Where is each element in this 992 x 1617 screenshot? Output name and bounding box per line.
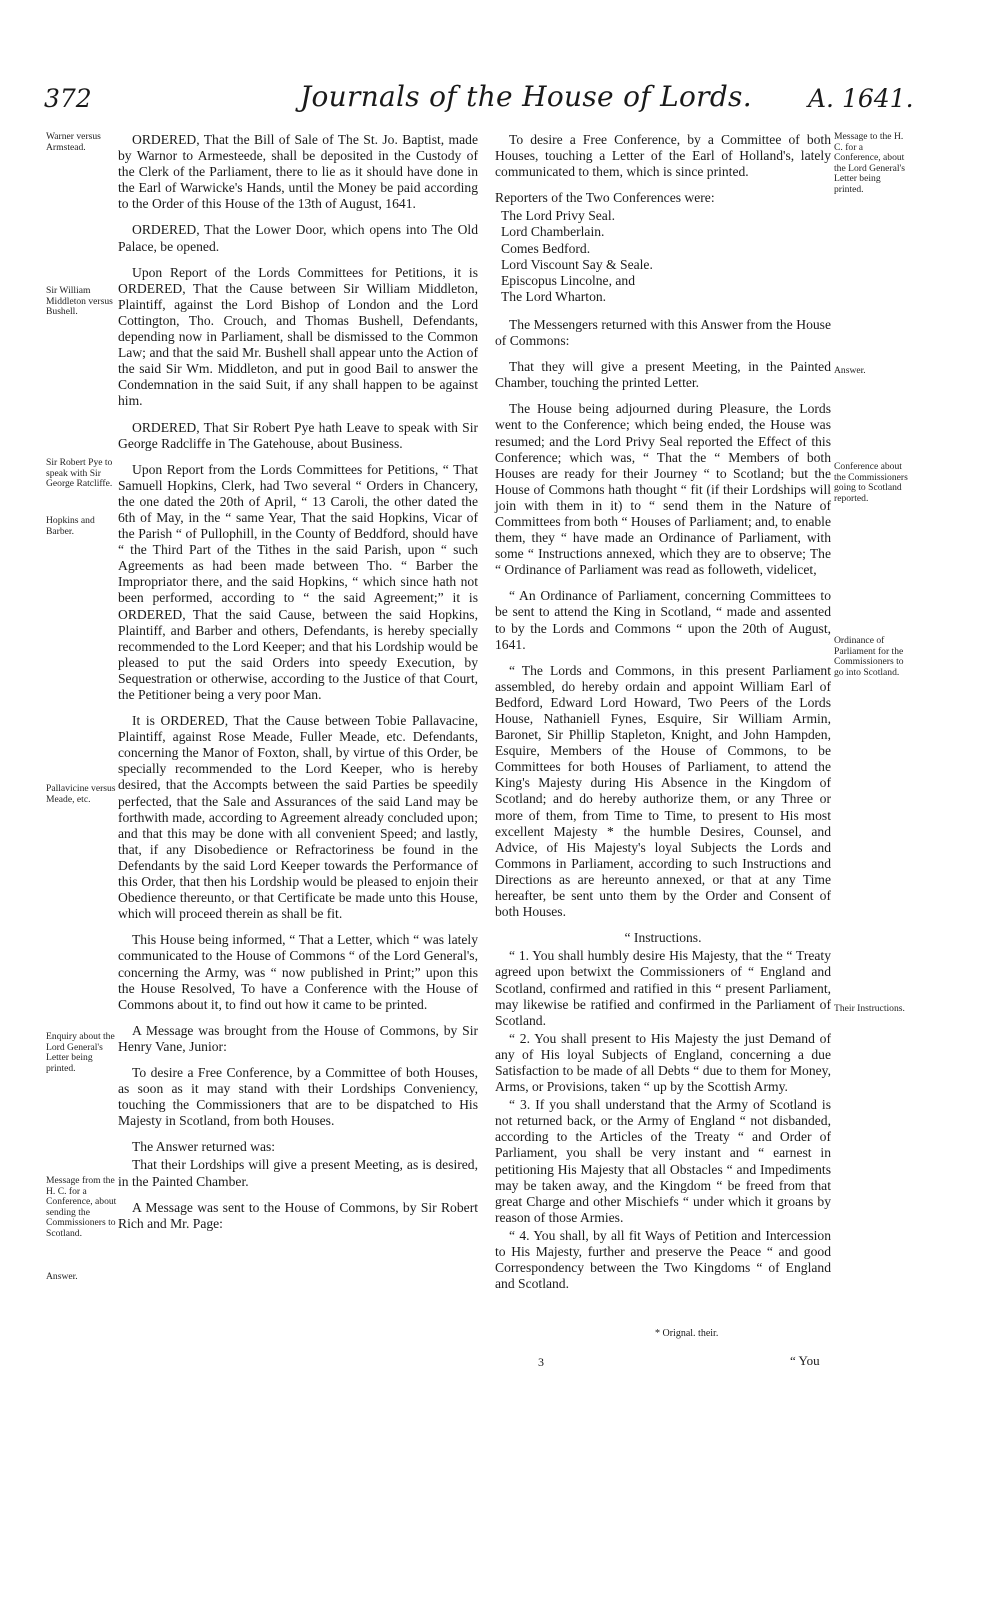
list-item: The Lord Privy Seal. (501, 208, 616, 224)
list-item: Episcopus Lincolne, and (501, 272, 636, 288)
right-column (495, 132, 831, 1294)
paragraph: This House being informed, “ That a Letter, which “ was lately communicated to the House of Commons “ of the Lord General's, concerning the Army, was “ now published in Print;” upon this the House Resolved, To have a Conference with the House of Commons about it, to find out how it came to be printed. (118, 932, 478, 1012)
margin-note: Hopkins and Barber. (46, 515, 95, 537)
paragraph: ORDERED, That Sir Robert Pye hath Leave to speak with Sir George Radcliffe in The Gatehouse, about Business. (118, 419, 478, 451)
paragraph: That their Lordships will give a present Meeting, as is desired, in the Painted Chamber. (118, 1157, 478, 1189)
paragraph: “ The Lords and Commons, in this present Parliament assembled, do hereby ordain and appoint William Earl of Bedford, Edward Lord Howard, Two Peers of the Lords House, Nathaniell Fynes, Esquire, Sir William Armin, Baronet, Sir Phillip Stapleton, Knight, and John Hampden, Esquire, Members of the House of Commons, to be Committees for both Houses of Parliament, to attend the King's Majesty during His Absence in the Kingdom of Scotland; and do hereby authorize them, or any Three or more of them, from Time to Time, to present to His most excellent Majesty * the humble Desires, Counsel, and Advice, of His Majesty's loyal Subjects the Lords and Commons in Parliament, according to such Instructions and Directions as are hereunto annexed, or that at any Time hereafter, be sent unto them by the Order and Consent of both Houses. (495, 662, 831, 920)
instruction: “ 1. You shall humbly desire His Majesty, that the “ Treaty agreed upon betwixt the Commissioners of “ England and Scotland, confirmed and ratified in this “ present Parliament, may likewise be ratified and confirmed in the Parliament of Scotland. (495, 948, 831, 1028)
paragraph: To desire a Free Conference, by a Committee of both Houses, touching a Letter of the Earl of Holland's, lately communicated to them, which is since printed. (495, 132, 831, 180)
paragraph: Upon Report from the Lords Committees for Petitions, “ That Samuell Hopkins, Clerk, had Two several “ Orders in Chancery, the one dated the 20th of April, “ 13 Caroli, the other dated the 6th of May, in the “ same Year, That the said Hopkins, Vicar of the Parish “ of Pullophill, in the County of Beddford, should have “ the Third Part of the Tithes in the said Parish, upon “ such Agreements as had been made between Tho. “ Barber the Impropriator there, and the said Hopkins, “ which since hath not been performed, according to “ the said Agreement;” it is ORDERED, That the said Cause, between the said Hopkins, Plaintiff, and Barber and others, Defendants, is hereby specially recommended to the Lord Keeper; and that his Lordship would be pleased to put the said Orders into speedy Execution, by Sequestration or otherwise, according to the Justice of that Court, the Petitioner being a very poor Man. (118, 461, 478, 702)
left-column (118, 132, 478, 1242)
margin-note: Enquiry about the Lord General's Letter being printed. (46, 1031, 115, 1074)
signature-mark: 3 (538, 1355, 544, 1369)
margin-note: Message from the H. C. for a Conference, about sending the Commissioners to Scotland. (46, 1175, 117, 1239)
list-item: Lord Viscount Say & Seale. (501, 256, 653, 272)
reporters-list (495, 208, 831, 305)
paragraph: ORDERED, That the Lower Door, which opens into The Old Palace, be opened. (118, 222, 478, 254)
running-year: A. 1641. (808, 84, 914, 113)
list-item: Lord Chamberlain. (501, 224, 605, 240)
paragraph: The House being adjourned during Pleasure, the Lords went to the Conference; which being ended, the House was resumed; and the Lord Privy Seal reported the Effect of this Conference; which was, “ That the “ Members of both Houses are ready for their Journey “ to Scotland; but the House of Commons hath thought “ fit (if their Lordships will join with them in it) to “ send them in the Nature of Committees from both “ Houses of Parliament; and, to enable them, they “ have made an Ordinance of Parliament, with some “ Instructions annexed, which they are to observe; The “ Ordinance of Parliament was read as followeth, videlicet, (495, 401, 831, 578)
paragraph: ORDERED, That the Bill of Sale of The St. Jo. Baptist, made by Warnor to Armesteede, shall be deposited in the Custody of the Clerk of the Parliament, there to lie as it should have done in the Earl of Warwicke's Hands, until the Money be paid according to the Order of this House of the 13th of August, 1641. (118, 132, 478, 212)
paragraph: Upon Report of the Lords Committees for Petitions, it is ORDERED, That the Cause between Sir William Middleton, Plaintiff, against the Lord Bishop of London and the Lord Cottington, Tho. Crouch, and Thomas Bushell, Defendants, depending now in Parliament, shall be dismissed to the Common Law; and that the said Mr. Bushell shall appear unto the Action of the said Sir Wm. Middleton, and put in good Bail to answer the Condemnation in the said Suit, if any shall happen to be against him. (118, 264, 478, 409)
running-title: Journals of the House of Lords. (300, 80, 752, 113)
margin-note: Answer. (46, 1271, 78, 1282)
reporters-intro: Reporters of the Two Conferences were: (495, 190, 715, 206)
paragraph: The Messengers returned with this Answer from the House of Commons: (495, 316, 831, 349)
list-item: Comes Bedford. (501, 240, 591, 256)
paragraph: A Message was sent to the House of Commons, by Sir Robert Rich and Mr. Page: (118, 1199, 478, 1231)
footnote: * Orignal. their. (655, 1328, 719, 1339)
margin-note: Warner versus Armstead. (46, 131, 101, 153)
instruction: “ 2. You shall present to His Majesty the just Demand of any of His loyal Subjects of England, concerning a due Satisfaction to be made of all Debts “ due to them for Money, Arms, or Provisions, taken “ up by the Scottish Army. (495, 1030, 831, 1095)
margin-note: Sir Robert Pye to speak with Sir George Ratcliffe. (46, 457, 113, 490)
paragraph: It is ORDERED, That the Cause between Tobie Pallavacine, Plaintiff, against Rose Meade, Fuller Meade, etc. Defendants, concerning the Manor of Foxton, shall, by virtue of this Order, be specially recommended to the Lord Keeper, who is hereby desired, that the Accompts between the said Parties be speedily perfected, that the Sale and Assurances of the said Land may be forthwith made, according to Agreement already concluded upon; and that this may be done with all convenient Speed; and lastly, that, if any Disobedience or Refractoriness be found in the Defendants by the said Lord Keeper towards the Performance of this Order, that then his Lordship would be pleased to enjoin their Obedience thereunto, or that Certificate be made unto this House, which will proceed therein as shall be fit. (118, 713, 478, 922)
instruction: “ 4. You shall, by all fit Ways of Petition and Intercession to His Majesty, further and preserve the Peace “ and good Correspondency between the Two Kingdoms “ of England and Scotland. (495, 1227, 831, 1292)
margin-note: Pallavicine versus Meade, etc. (46, 783, 116, 805)
list-item: The Lord Wharton. (501, 288, 607, 304)
margin-note: Sir William Middleton versus Bushell. (46, 285, 113, 318)
catchword: “ You (790, 1353, 820, 1368)
instruction: “ 3. If you shall understand that the Army of Scotland is not returned back, or the Army of England “ not disbanded, according to the Articles of the Treaty “ and Order of Parliament, you shall be very instant and “ earnest in petitioning His Majesty that all Obstacles “ and Impediments may be taken away, and the Kingdom “ be freed from that great Charge and other Mischiefs “ under which it groans by reason of those Armies. (495, 1097, 831, 1225)
margin-note: Ordinance of Parliament for the Commissioners to go into Scotland. (834, 635, 904, 678)
paragraph: A Message was brought from the House of Commons, by Sir Henry Vane, Junior: (118, 1022, 478, 1054)
margin-note: Conference about the Commissioners going to Scotland reported. (834, 461, 908, 504)
paragraph: To desire a Free Conference, by a Committee of both Houses, as soon as it may stand with their Lordships Conveniency, touching the Commissioners that are to be dispatched to His Majesty in Scotland, from both Houses. (118, 1064, 478, 1129)
instructions-heading: “ Instructions. (624, 930, 702, 946)
margin-note: Message to the H. C. for a Conference, about the Lord General's Letter being printed. (834, 131, 905, 195)
margin-note: Their Instructions. (834, 1003, 905, 1014)
page-number: 372 (44, 84, 92, 113)
paragraph: That they will give a present Meeting, in the Painted Chamber, touching the printed Letter. (495, 359, 831, 391)
paragraph: The Answer returned was: (132, 1139, 276, 1155)
paragraph: “ An Ordinance of Parliament, concerning Committees to be sent to attend the King in Scotland, “ made and assented to by the Lords and Commons “ upon the 20th of August, 1641. (495, 588, 831, 652)
margin-note: Answer. (834, 365, 866, 376)
